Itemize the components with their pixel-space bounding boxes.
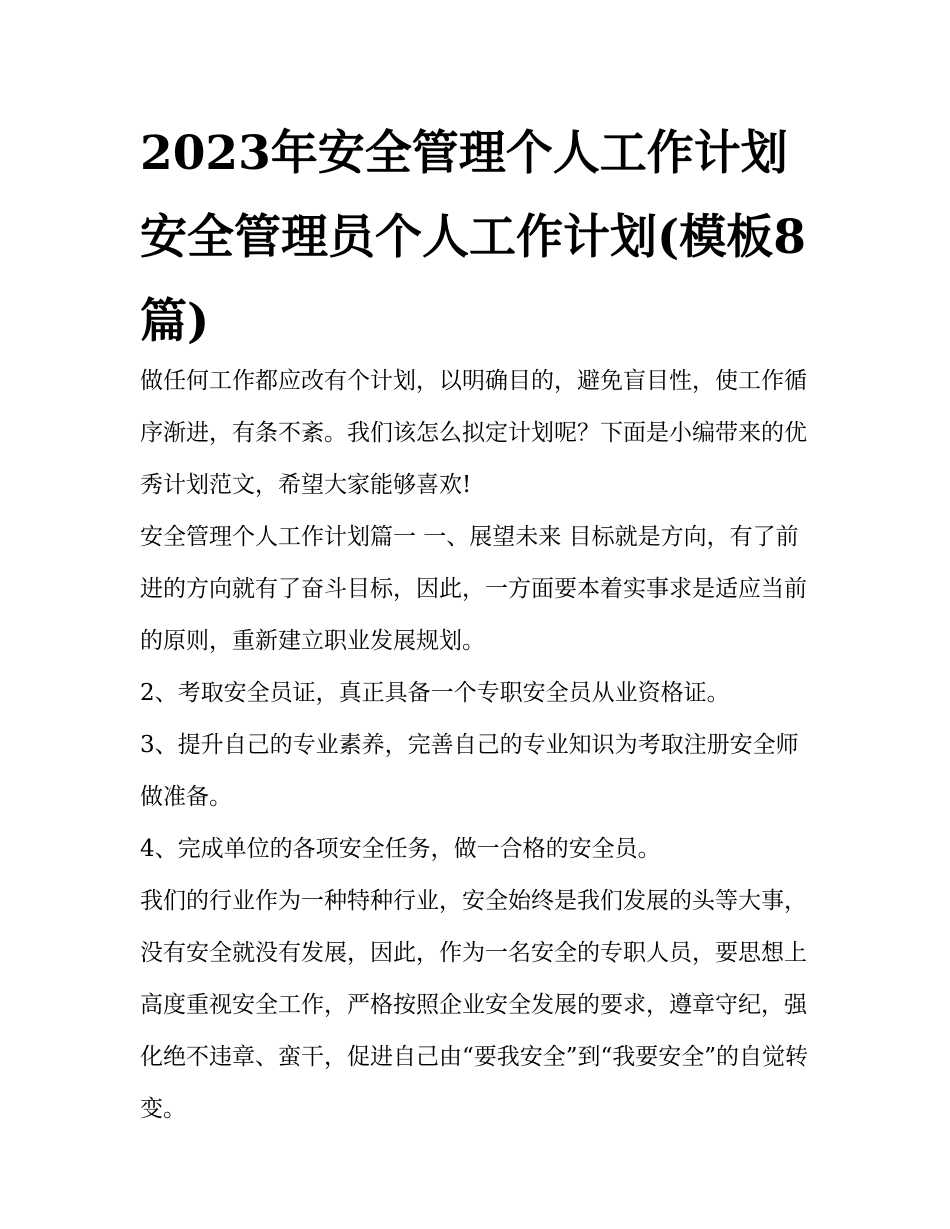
paragraph-intro: 做任何工作都应改有个计划，以明确目的，避免盲目性，使工作循序渐进，有条不紊。我们该怎么拟定计划呢？下面是小编带来的优秀计划范文，希望大家能够喜欢! — [140, 368, 807, 498]
document-title: 2023年安全管理个人工作计划 安全管理员个人工作计划(模板8篇) — [140, 126, 806, 349]
paragraph-item-3: 3、提升自己的专业素养，完善自己的专业知识为考取注册安全师做准备。 — [140, 732, 799, 810]
document-body — [140, 355, 820, 1135]
paragraph-item-2: 2、考取安全员证，真正具备一个专职安全员从业资格证。 — [140, 680, 730, 706]
paragraph-item-4: 4、完成单位的各项安全任务，做一合格的安全员。 — [140, 836, 661, 862]
paragraph-industry-safety: 我们的行业作为一种特种行业，安全始终是我们发展的头等大事，没有安全就没有发展，因此，作为一名安全的专职人员，要思想上高度重视安全工作，严格按照企业安全发展的要求，遵章守纪，强化绝不违章、蛮干，促进自己由“要我安全”到“我要安全”的自觉转变。 — [140, 888, 809, 1122]
paragraph-section-one: 安全管理个人工作计划篇一 一、展望未来 目标就是方向，有了前进的方向就有了奋斗目标，因此，一方面要本着实事求是适应当前的原则，重新建立职业发展规划。 — [140, 524, 807, 654]
